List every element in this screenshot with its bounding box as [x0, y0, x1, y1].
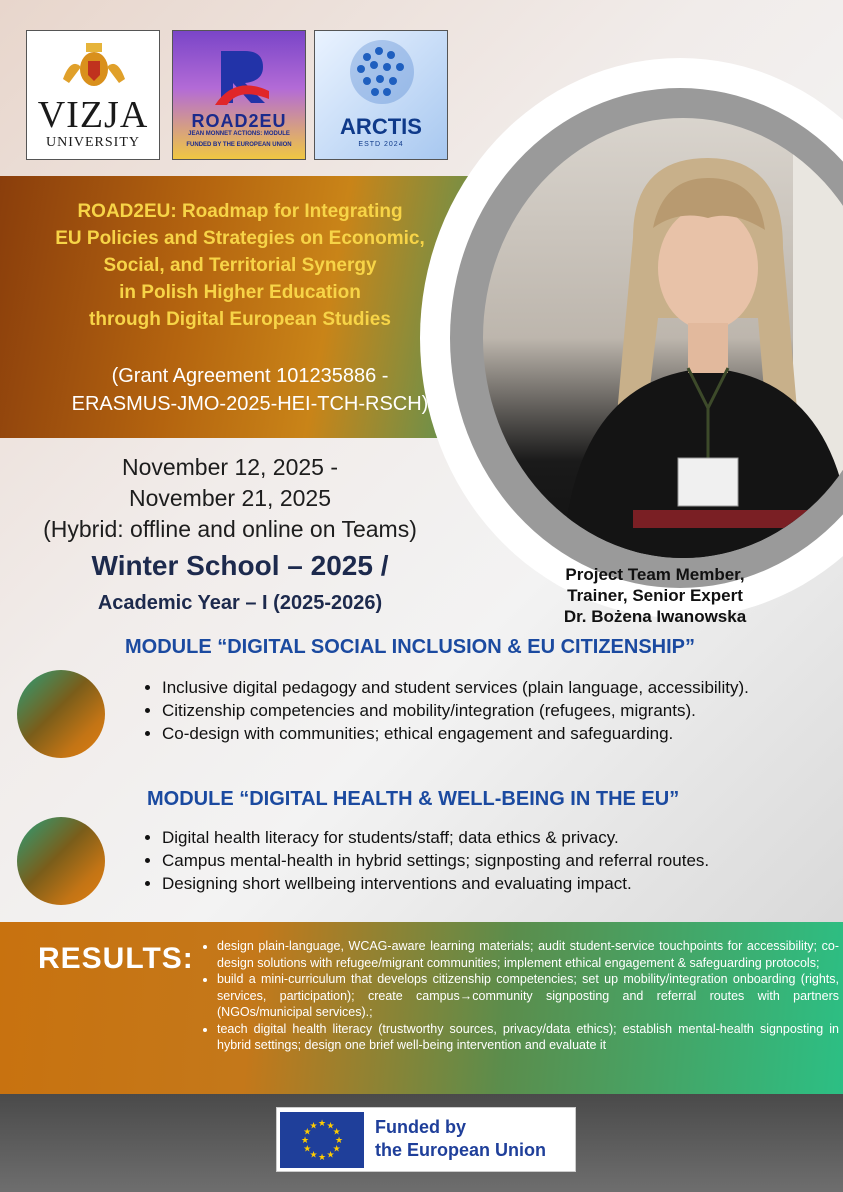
- eu-star-icon: ★: [334, 1135, 344, 1145]
- trainer-line: Project Team Member,: [565, 565, 745, 584]
- eu-star-icon: ★: [317, 1152, 327, 1162]
- list-item: • Citizenship competencies and mobility/integration (refugees, migrants).: [162, 699, 827, 722]
- arctis-name: ARCTIS: [340, 114, 422, 139]
- module-2-title: MODULE “DIGITAL HEALTH & WELL-BEING IN THE EU”: [147, 788, 680, 810]
- date-line: November 12, 2025 -: [121, 454, 339, 480]
- eu-star-icon: ★: [326, 1120, 335, 1131]
- eu-star-icon: ★: [332, 1126, 341, 1137]
- event-dates: [20, 452, 440, 545]
- date-line: (Hybrid: offline and online on Teams): [43, 516, 417, 542]
- arctis-logo: [314, 30, 448, 160]
- eu-flag-icon: [280, 1112, 364, 1168]
- list-item: • build a mini-curriculum that develops citizenship competencies; set up mobility/integration onboarding (rights, services, participation); create campus→community signposting and referral routes with partners (NGOs/municipal services).;: [217, 971, 839, 1021]
- project-title-line: in Polish Higher Education: [119, 282, 361, 303]
- road-r-icon: [209, 45, 271, 107]
- road2eu-subtitle: JEAN MONNET ACTIONS: MODULE: [188, 131, 290, 137]
- road2eu-funded-note: FUNDED BY THE EUROPEAN UNION: [186, 142, 292, 148]
- list-item: • design plain-language, WCAG-aware learning materials; audit student-service touchpoints for accessibility; co-design solutions with refugee/migrant communities; implement ethical engagement & safeguarding protocols;: [217, 938, 839, 971]
- date-line: November 21, 2025: [128, 485, 331, 511]
- grant-line: (Grant Agreement 101235886 -: [111, 365, 389, 387]
- grant-agreement: [40, 362, 460, 418]
- trainer-line: Dr. Bożena Iwanowska: [563, 607, 747, 626]
- project-title-line: ROAD2EU: Roadmap for Integrating: [77, 201, 403, 222]
- winter-school-title: Winter School – 2025 /: [91, 550, 389, 581]
- funded-line: the European Union: [375, 1140, 546, 1160]
- eu-stars-icon: [280, 1112, 364, 1168]
- eu-star-icon: ★: [300, 1135, 310, 1145]
- vizja-subtitle: UNIVERSITY: [46, 135, 140, 150]
- grant-line: ERASMUS-JMO-2025-HEI-TCH-RSCH): [71, 393, 429, 415]
- eu-star-icon: ★: [309, 1120, 318, 1131]
- funded-line: Funded by: [375, 1117, 466, 1137]
- academic-year: Academic Year – I (2025-2026): [97, 592, 383, 614]
- list-item: • Inclusive digital pedagogy and student services (plain language, accessibility).: [162, 676, 827, 699]
- crest-icon: [59, 39, 129, 89]
- results-list: [203, 938, 839, 1054]
- module-2-list: [140, 826, 827, 895]
- project-title: [40, 198, 440, 333]
- decorative-orb: [17, 670, 105, 758]
- list-item: • teach digital health literacy (trustworthy sources, privacy/data ethics); establish mental-health signposting in hybrid settings; design one brief well-being intervention and evaluate it: [217, 1021, 839, 1054]
- road2eu-logo: [172, 30, 306, 160]
- hexagon-globe-icon: [347, 37, 417, 107]
- decorative-orb: [17, 817, 105, 905]
- trainer-caption: [520, 564, 790, 627]
- project-title-line: EU Policies and Strategies on Economic,: [55, 228, 425, 249]
- arctis-subtitle: ESTD 2024: [358, 141, 404, 148]
- vizja-university-logo: [26, 30, 160, 160]
- list-item: • Campus mental-health in hybrid settings; signposting and referral routes.: [162, 849, 827, 872]
- eu-star-icon: ★: [303, 1143, 312, 1154]
- eu-star-icon: ★: [326, 1149, 335, 1160]
- results-label: RESULTS:: [38, 942, 194, 975]
- eu-star-icon: ★: [332, 1143, 341, 1154]
- road2eu-name: ROAD2EU: [191, 111, 287, 131]
- project-title-line: through Digital European Studies: [89, 309, 391, 330]
- list-item: • Designing short wellbeing interventions and evaluating impact.: [162, 872, 827, 895]
- module-1-list: [140, 676, 827, 745]
- trainer-line: Trainer, Senior Expert: [567, 586, 743, 605]
- project-title-line: Social, and Territorial Synergy: [103, 255, 377, 276]
- vizja-name: VIZJA: [37, 94, 149, 136]
- list-item: • Digital health literacy for students/staff; data ethics & privacy.: [162, 826, 827, 849]
- eu-star-icon: ★: [303, 1126, 312, 1137]
- list-item: • Co-design with communities; ethical engagement and safeguarding.: [162, 722, 827, 745]
- eu-star-icon: ★: [317, 1118, 327, 1128]
- module-1-title: MODULE “DIGITAL SOCIAL INCLUSION & EU CITIZENSHIP”: [125, 636, 696, 658]
- eu-funding-badge: [276, 1107, 576, 1172]
- eu-star-icon: ★: [309, 1149, 318, 1160]
- funded-by-text: [375, 1116, 546, 1162]
